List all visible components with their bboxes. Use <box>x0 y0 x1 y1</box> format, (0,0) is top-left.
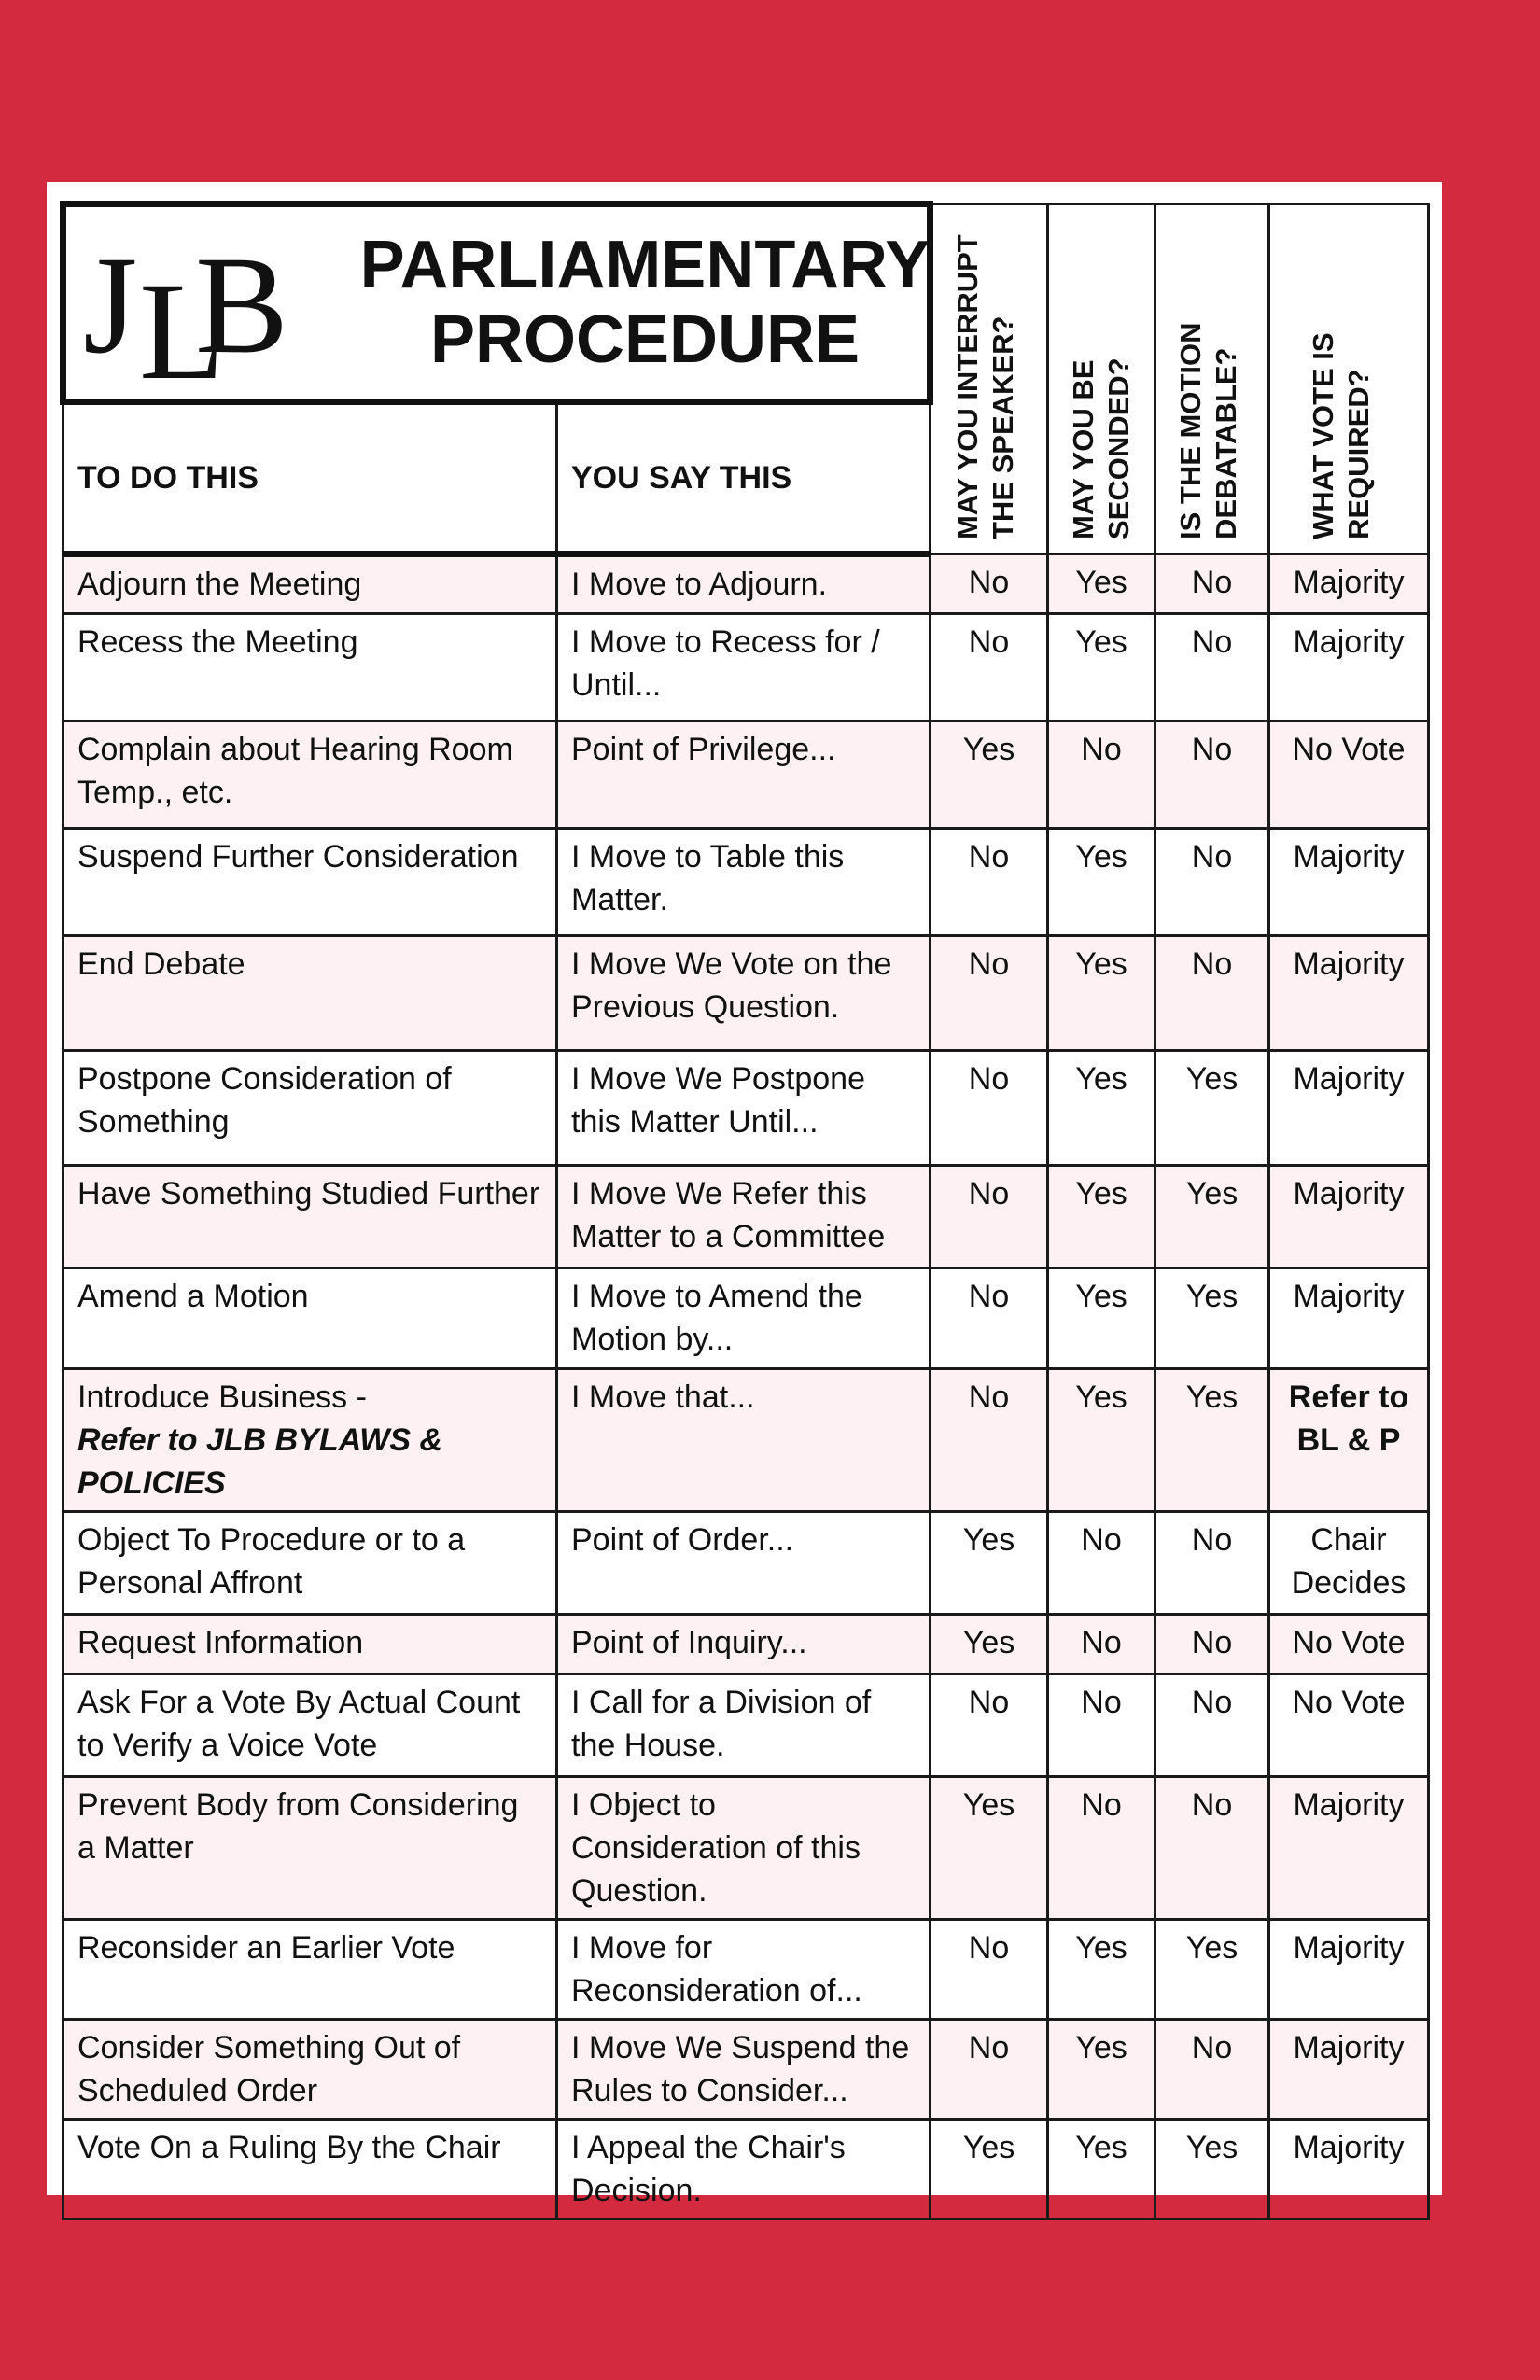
cell-interrupt: No <box>931 2020 1048 2120</box>
cell-vote: Majority <box>1269 1920 1429 2020</box>
todo-text: Ask For a Vote By Actual Count to Verify a Voice Vote <box>77 1685 521 1763</box>
cell-interrupt: No <box>931 1369 1048 1512</box>
cell-vote: Majority <box>1269 1268 1429 1369</box>
title-line-2: PROCEDURE <box>429 302 861 377</box>
cell-debatable: No <box>1155 2020 1269 2120</box>
table-row <box>63 1920 1429 2020</box>
procedure-table-container <box>60 201 1425 2208</box>
table-row <box>63 1369 1429 1512</box>
cell-seconded: Yes <box>1048 614 1155 721</box>
todo-text: Object To Procedure or to a Personal Affront <box>77 1522 466 1601</box>
cell-say: I Move We Refer this Matter to a Committee <box>557 1166 931 1268</box>
cell-vote: Majority <box>1269 1166 1429 1268</box>
cell-say: I Move We Suspend the Rules to Consider... <box>557 2020 931 2120</box>
cell-seconded: Yes <box>1048 554 1155 614</box>
cell-vote: Majority <box>1269 2020 1429 2120</box>
cell-seconded: Yes <box>1048 936 1155 1051</box>
cell-vote: Majority <box>1269 1051 1429 1166</box>
cell-debatable: No <box>1155 936 1269 1051</box>
cell-interrupt: No <box>931 1051 1048 1166</box>
cell-interrupt: No <box>931 1674 1048 1777</box>
cell-seconded: Yes <box>1048 1369 1155 1512</box>
cell-seconded: Yes <box>1048 829 1155 936</box>
todo-text: Consider Something Out of Scheduled Order <box>77 2030 461 2108</box>
table-row <box>63 1777 1429 1920</box>
todo-text: Recess the Meeting <box>77 624 358 660</box>
todo-text: Request Information <box>77 1625 364 1660</box>
todo-text: End Debate <box>77 946 245 982</box>
jlb-logo: J L B <box>83 228 284 409</box>
cell-seconded: No <box>1048 1777 1155 1920</box>
cell-todo <box>63 1674 557 1777</box>
cell-vote: Majority <box>1269 2120 1429 2219</box>
cell-seconded: No <box>1048 1674 1155 1777</box>
todo-text: Vote On a Ruling By the Chair <box>77 2130 501 2165</box>
header-vote: WHAT VOTE IS REQUIRED? <box>1269 204 1429 554</box>
cell-todo <box>63 829 557 936</box>
cell-say: Point of Privilege... <box>557 721 931 829</box>
table-row <box>63 829 1429 936</box>
cell-seconded: Yes <box>1048 2020 1155 2120</box>
cell-say: I Object to Consideration of this Question. <box>557 1777 931 1920</box>
cell-todo <box>63 1369 557 1512</box>
cell-debatable: Yes <box>1155 1051 1269 1166</box>
cell-say: I Move to Table this Matter. <box>557 829 931 936</box>
cell-say: I Call for a Division of the House. <box>557 1674 931 1777</box>
header-row-top <box>63 204 1429 402</box>
table-row <box>63 1512 1429 1615</box>
cell-interrupt: No <box>931 829 1048 936</box>
table-row <box>63 1051 1429 1166</box>
header-debatable: IS THE MOTION DEBATABLE? <box>1155 204 1269 554</box>
cell-interrupt: No <box>931 1166 1048 1268</box>
cell-debatable: Yes <box>1155 1920 1269 2020</box>
cell-say: I Move to Adjourn. <box>557 554 931 614</box>
cell-interrupt: No <box>931 1920 1048 2020</box>
cell-say: I Appeal the Chair's Decision. <box>557 2120 931 2219</box>
cell-vote: Majority <box>1269 1777 1429 1920</box>
cell-say: I Move for Reconsideration of... <box>557 1920 931 2020</box>
cell-todo <box>63 1512 557 1615</box>
cell-vote: Majority <box>1269 614 1429 721</box>
todo-text: Amend a Motion <box>77 1279 309 1314</box>
cell-debatable: Yes <box>1155 2120 1269 2219</box>
cell-debatable: No <box>1155 721 1269 829</box>
cell-debatable: No <box>1155 554 1269 614</box>
todo-text: Introduce Business - <box>77 1379 367 1415</box>
cell-todo <box>63 1166 557 1268</box>
cell-debatable: Yes <box>1155 1268 1269 1369</box>
cell-interrupt: Yes <box>931 1615 1048 1674</box>
brand-box <box>63 204 931 409</box>
cell-debatable: No <box>1155 829 1269 936</box>
todo-text: Suspend Further Consideration <box>77 839 519 875</box>
cell-seconded: Yes <box>1048 2120 1155 2219</box>
cell-vote: Chair Decides <box>1269 1512 1429 1615</box>
cell-todo <box>63 936 557 1051</box>
table-body <box>63 554 1429 2219</box>
cell-vote: No Vote <box>1269 1615 1429 1674</box>
cell-say: I Move to Recess for / Until... <box>557 614 931 721</box>
cell-seconded: No <box>1048 721 1155 829</box>
title-line-1: PARLIAMENTARY <box>359 228 931 302</box>
header-todo: TO DO THIS <box>63 402 557 554</box>
cell-seconded: Yes <box>1048 1051 1155 1166</box>
table-row <box>63 936 1429 1051</box>
cell-interrupt: No <box>931 614 1048 721</box>
cell-vote: Majority <box>1269 936 1429 1051</box>
cell-debatable: No <box>1155 1615 1269 1674</box>
cell-seconded: No <box>1048 1615 1155 1674</box>
cell-say: I Move We Vote on the Previous Question. <box>557 936 931 1051</box>
cell-vote: No Vote <box>1269 1674 1429 1777</box>
header-say: YOU SAY THIS <box>557 402 931 554</box>
cell-todo <box>63 614 557 721</box>
cell-debatable: Yes <box>1155 1369 1269 1512</box>
todo-text: Prevent Body from Considering a Matter <box>77 1787 519 1866</box>
table-row <box>63 1166 1429 1268</box>
cell-interrupt: Yes <box>931 2120 1048 2219</box>
cell-todo <box>63 2120 557 2219</box>
cell-interrupt: Yes <box>931 1777 1048 1920</box>
page-title <box>318 228 972 377</box>
todo-text: Have Something Studied Further <box>77 1176 540 1211</box>
cell-say: Point of Inquiry... <box>557 1615 931 1674</box>
table-row <box>63 2120 1429 2219</box>
todo-text: Adjourn the Meeting <box>77 567 362 602</box>
cell-todo <box>63 1615 557 1674</box>
todo-text: Reconsider an Earlier Vote <box>77 1930 455 1966</box>
cell-todo <box>63 2020 557 2120</box>
cell-todo <box>63 721 557 829</box>
cell-say: Point of Order... <box>557 1512 931 1615</box>
cell-debatable: No <box>1155 1777 1269 1920</box>
cell-seconded: No <box>1048 1512 1155 1615</box>
todo-text: Complain about Hearing Room Temp., etc. <box>77 732 513 810</box>
cell-debatable: No <box>1155 1674 1269 1777</box>
cell-todo <box>63 554 557 614</box>
cell-vote: No Vote <box>1269 721 1429 829</box>
cell-vote: Majority <box>1269 829 1429 936</box>
table-row <box>63 1268 1429 1369</box>
cell-todo <box>63 1920 557 2020</box>
cell-todo <box>63 1777 557 1920</box>
cell-vote: Refer to BL & P <box>1269 1369 1429 1512</box>
table-row <box>63 2020 1429 2120</box>
procedure-table <box>60 201 1430 2220</box>
table-row <box>63 1674 1429 1777</box>
cell-interrupt: Yes <box>931 1512 1048 1615</box>
cell-debatable: Yes <box>1155 1166 1269 1268</box>
header-interrupt: MAY YOU INTERRUPT THE SPEAKER? <box>931 204 1048 554</box>
cell-say: I Move We Postpone this Matter Until... <box>557 1051 931 1166</box>
cell-todo <box>63 1268 557 1369</box>
table-row <box>63 1615 1429 1674</box>
cell-say: I Move that... <box>557 1369 931 1512</box>
cell-seconded: Yes <box>1048 1268 1155 1369</box>
table-row <box>63 554 1429 614</box>
todo-text: Postpone Consideration of Something <box>77 1061 452 1140</box>
cell-debatable: No <box>1155 614 1269 721</box>
cell-seconded: Yes <box>1048 1166 1155 1268</box>
cell-interrupt: No <box>931 554 1048 614</box>
cell-interrupt: No <box>931 936 1048 1051</box>
cell-vote: Majority <box>1269 554 1429 614</box>
cell-debatable: No <box>1155 1512 1269 1615</box>
cell-interrupt: Yes <box>931 721 1048 829</box>
cell-todo <box>63 1051 557 1166</box>
cell-seconded: Yes <box>1048 1920 1155 2020</box>
table-row <box>63 614 1429 721</box>
todo-note: Refer to JLB BYLAWS & POLICIES <box>77 1422 443 1501</box>
cell-interrupt: No <box>931 1268 1048 1369</box>
header-seconded: MAY YOU BE SECONDED? <box>1048 204 1155 554</box>
cell-say: I Move to Amend the Motion by... <box>557 1268 931 1369</box>
table-row <box>63 721 1429 829</box>
